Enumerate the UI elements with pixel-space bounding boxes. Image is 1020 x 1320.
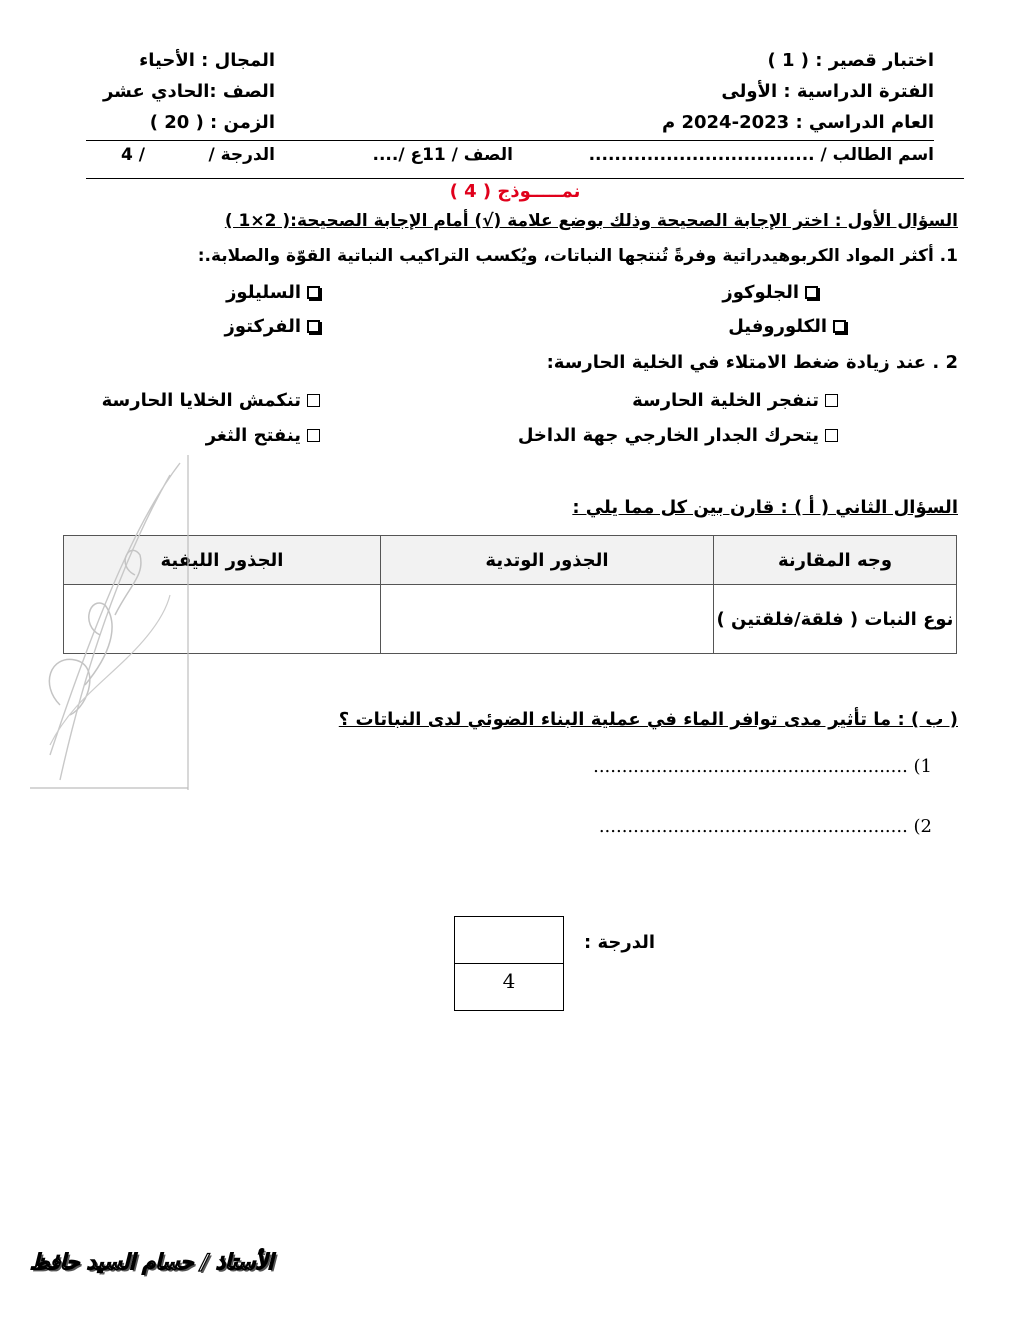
q2a-title: السؤال الثاني ( أ ) : قارن بين كل مما يلي : bbox=[572, 497, 958, 518]
score-total: / 4 bbox=[121, 145, 145, 165]
grade-box-divider bbox=[455, 963, 563, 964]
checkbox-icon[interactable] bbox=[825, 429, 838, 442]
period: الفترة الدراسية : الأولى bbox=[721, 81, 934, 102]
academic-year: العام الدراسي : 2023-2024 م bbox=[662, 112, 934, 133]
q2b-answer-line-2[interactable]: 2) ...................................................... bbox=[598, 816, 932, 837]
answer-cell-taproot[interactable] bbox=[381, 585, 714, 654]
q2b-title: ( ب ) : ما تأثير مدى توافر الماء في عملية البناء الضوئي لدى النباتات ؟ bbox=[338, 709, 958, 730]
q1-item1-option-c[interactable]: الكلوروفيل bbox=[728, 316, 846, 337]
table-header-cell: الجذور الوتدية bbox=[381, 536, 714, 585]
table-header-row bbox=[64, 536, 957, 585]
subject-field: المجال : الأحياء bbox=[139, 50, 275, 71]
q2b-answer-line-1[interactable]: 1) ....................................................... bbox=[593, 756, 932, 777]
q1-item1-option-b[interactable]: السليلوز bbox=[226, 282, 320, 303]
checkbox-icon[interactable] bbox=[307, 394, 320, 407]
comparison-table bbox=[63, 535, 957, 654]
q1-item2-option-a[interactable]: تنفجر الخلية الحارسة bbox=[632, 390, 838, 411]
table-row-label: نوع النبات ( فلقة/فلقتين ) bbox=[714, 585, 957, 654]
checkbox-icon[interactable] bbox=[833, 320, 846, 333]
checkbox-icon[interactable] bbox=[825, 394, 838, 407]
student-row-divider bbox=[86, 178, 964, 179]
grade-box bbox=[454, 916, 564, 1011]
table-header-cell: وجه المقارنة bbox=[714, 536, 957, 585]
grade-label: الدرجة : bbox=[584, 932, 656, 953]
table-header-cell: الجذور الليفية bbox=[64, 536, 381, 585]
student-name-field: اسم الطالب / ................................... bbox=[588, 145, 934, 165]
header-divider bbox=[86, 140, 934, 141]
score-label: الدرجة / bbox=[208, 145, 275, 165]
model-number: نمـــــوذج ( 4 ) bbox=[449, 181, 581, 202]
checkbox-icon[interactable] bbox=[805, 286, 818, 299]
q1-item1-question: 1. أكثر المواد الكربوهيدراتية وفرةً تُنتجها النباتات، ويُكسب التراكيب النباتية القوّة والصلابة.: bbox=[197, 246, 958, 266]
q1-item2-option-d[interactable]: ينفتح الثغر bbox=[206, 425, 320, 446]
class-field: الصف / 11ع /.... bbox=[372, 145, 513, 165]
q1-item1-option-d[interactable]: الفركتوز bbox=[224, 316, 320, 337]
q1-item2-option-b[interactable]: تنكمش الخلايا الحارسة bbox=[102, 390, 320, 411]
handwritten-signature-watermark bbox=[30, 455, 190, 790]
q1-item1-option-a[interactable]: الجلوكوز bbox=[722, 282, 818, 303]
grade-value: 4 bbox=[502, 969, 516, 993]
q1-item2-option-c[interactable]: يتحرك الجدار الخارجي جهة الداخل bbox=[518, 425, 838, 446]
q1-title: السؤال الأول : اختر الإجابة الصحيحة وذلك بوضع علامة (√) أمام الإجابة الصحيحة:( 2×1 ) bbox=[224, 211, 958, 231]
table-row bbox=[64, 585, 957, 654]
q1-item2-question: 2 . عند زيادة ضغط الامتلاء في الخلية الحارسة: bbox=[546, 352, 958, 373]
grade-level: الصف :الحادي عشر bbox=[102, 81, 275, 102]
checkbox-icon[interactable] bbox=[307, 320, 320, 333]
teacher-signature: الأستاذ / حسام السيد حافظ bbox=[30, 1250, 274, 1274]
test-title: اختبار قصير : ( 1 ) bbox=[767, 50, 934, 71]
time-allowed: الزمن : ( 20 ) bbox=[149, 112, 275, 133]
checkbox-icon[interactable] bbox=[307, 429, 320, 442]
checkbox-icon[interactable] bbox=[307, 286, 320, 299]
